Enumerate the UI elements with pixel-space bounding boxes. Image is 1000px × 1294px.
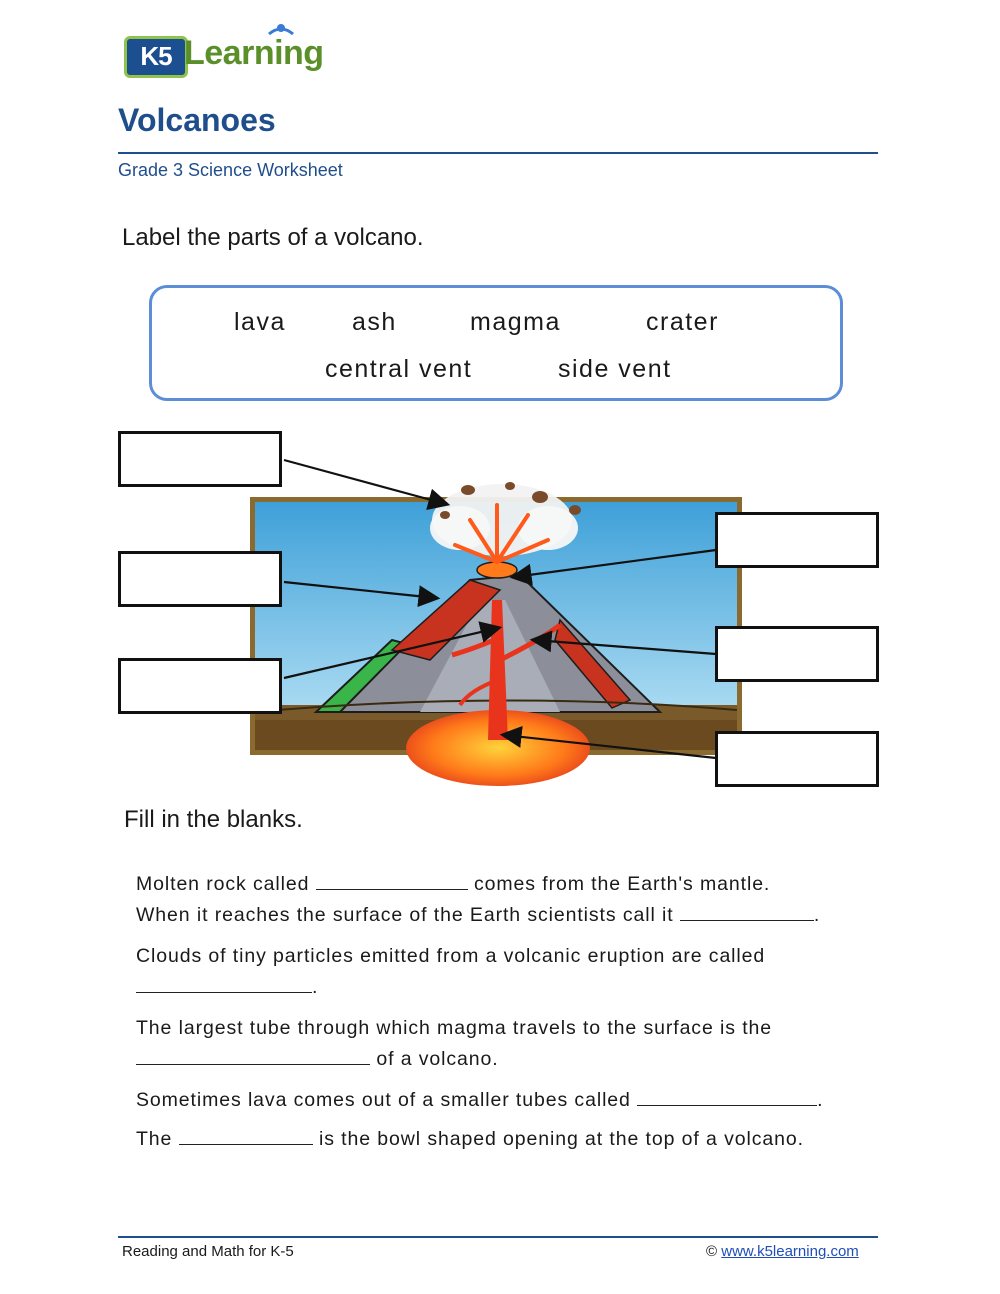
- word-bank-item: lava: [234, 308, 286, 336]
- crater: [477, 562, 517, 578]
- answer-blank[interactable]: [179, 1143, 313, 1145]
- question-4: Sometimes lava comes out of a smaller tubes called .: [136, 1089, 824, 1111]
- word-bank-item: ash: [352, 308, 397, 336]
- answer-blank[interactable]: [136, 991, 312, 993]
- label-box-magma[interactable]: [715, 731, 879, 787]
- question-3-answer: of a volcano.: [136, 1048, 499, 1071]
- question-1b: When it reaches the surface of the Earth scientists call it .: [136, 904, 821, 926]
- label-box-lava[interactable]: [118, 551, 282, 607]
- word-bank-item: side vent: [558, 355, 672, 383]
- page-title: Volcanoes: [118, 102, 276, 138]
- footer-link-area: [706, 1243, 859, 1260]
- website-link[interactable]: www.k5learning.com: [721, 1243, 859, 1260]
- footer-divider: [118, 1236, 878, 1238]
- answer-blank[interactable]: [637, 1104, 817, 1106]
- question-2: Clouds of tiny particles emitted from a volcanic eruption are called: [136, 945, 766, 967]
- word-bank-item: magma: [470, 308, 561, 336]
- answer-blank[interactable]: [680, 919, 814, 921]
- footer-tagline: Reading and Math for K-5: [122, 1243, 294, 1260]
- copyright-symbol: ©: [706, 1243, 718, 1260]
- answer-blank[interactable]: [316, 888, 468, 890]
- question-3: The largest tube through which magma travels to the surface is the: [136, 1017, 773, 1039]
- fill-blanks-instruction: Fill in the blanks.: [124, 806, 303, 833]
- page-subtitle: Grade 3 Science Worksheet: [118, 160, 343, 180]
- question-1a: Molten rock called comes from the Earth's mantle.: [136, 873, 771, 895]
- word-bank-item: central vent: [325, 355, 473, 383]
- label-box-central-vent[interactable]: [118, 658, 282, 714]
- answer-blank[interactable]: [136, 1063, 370, 1065]
- logo-wordmark: Learning: [184, 34, 324, 72]
- label-box-ash[interactable]: [118, 431, 282, 487]
- logo-badge: K5: [124, 36, 188, 78]
- question-5: The is the bowl shaped opening at the top of a volcano.: [136, 1128, 804, 1150]
- label-box-crater[interactable]: [715, 512, 879, 568]
- label-instruction: Label the parts of a volcano.: [122, 224, 424, 251]
- question-2-answer: .: [136, 976, 318, 999]
- word-bank-item: crater: [646, 308, 719, 336]
- label-box-side-vent[interactable]: [715, 626, 879, 682]
